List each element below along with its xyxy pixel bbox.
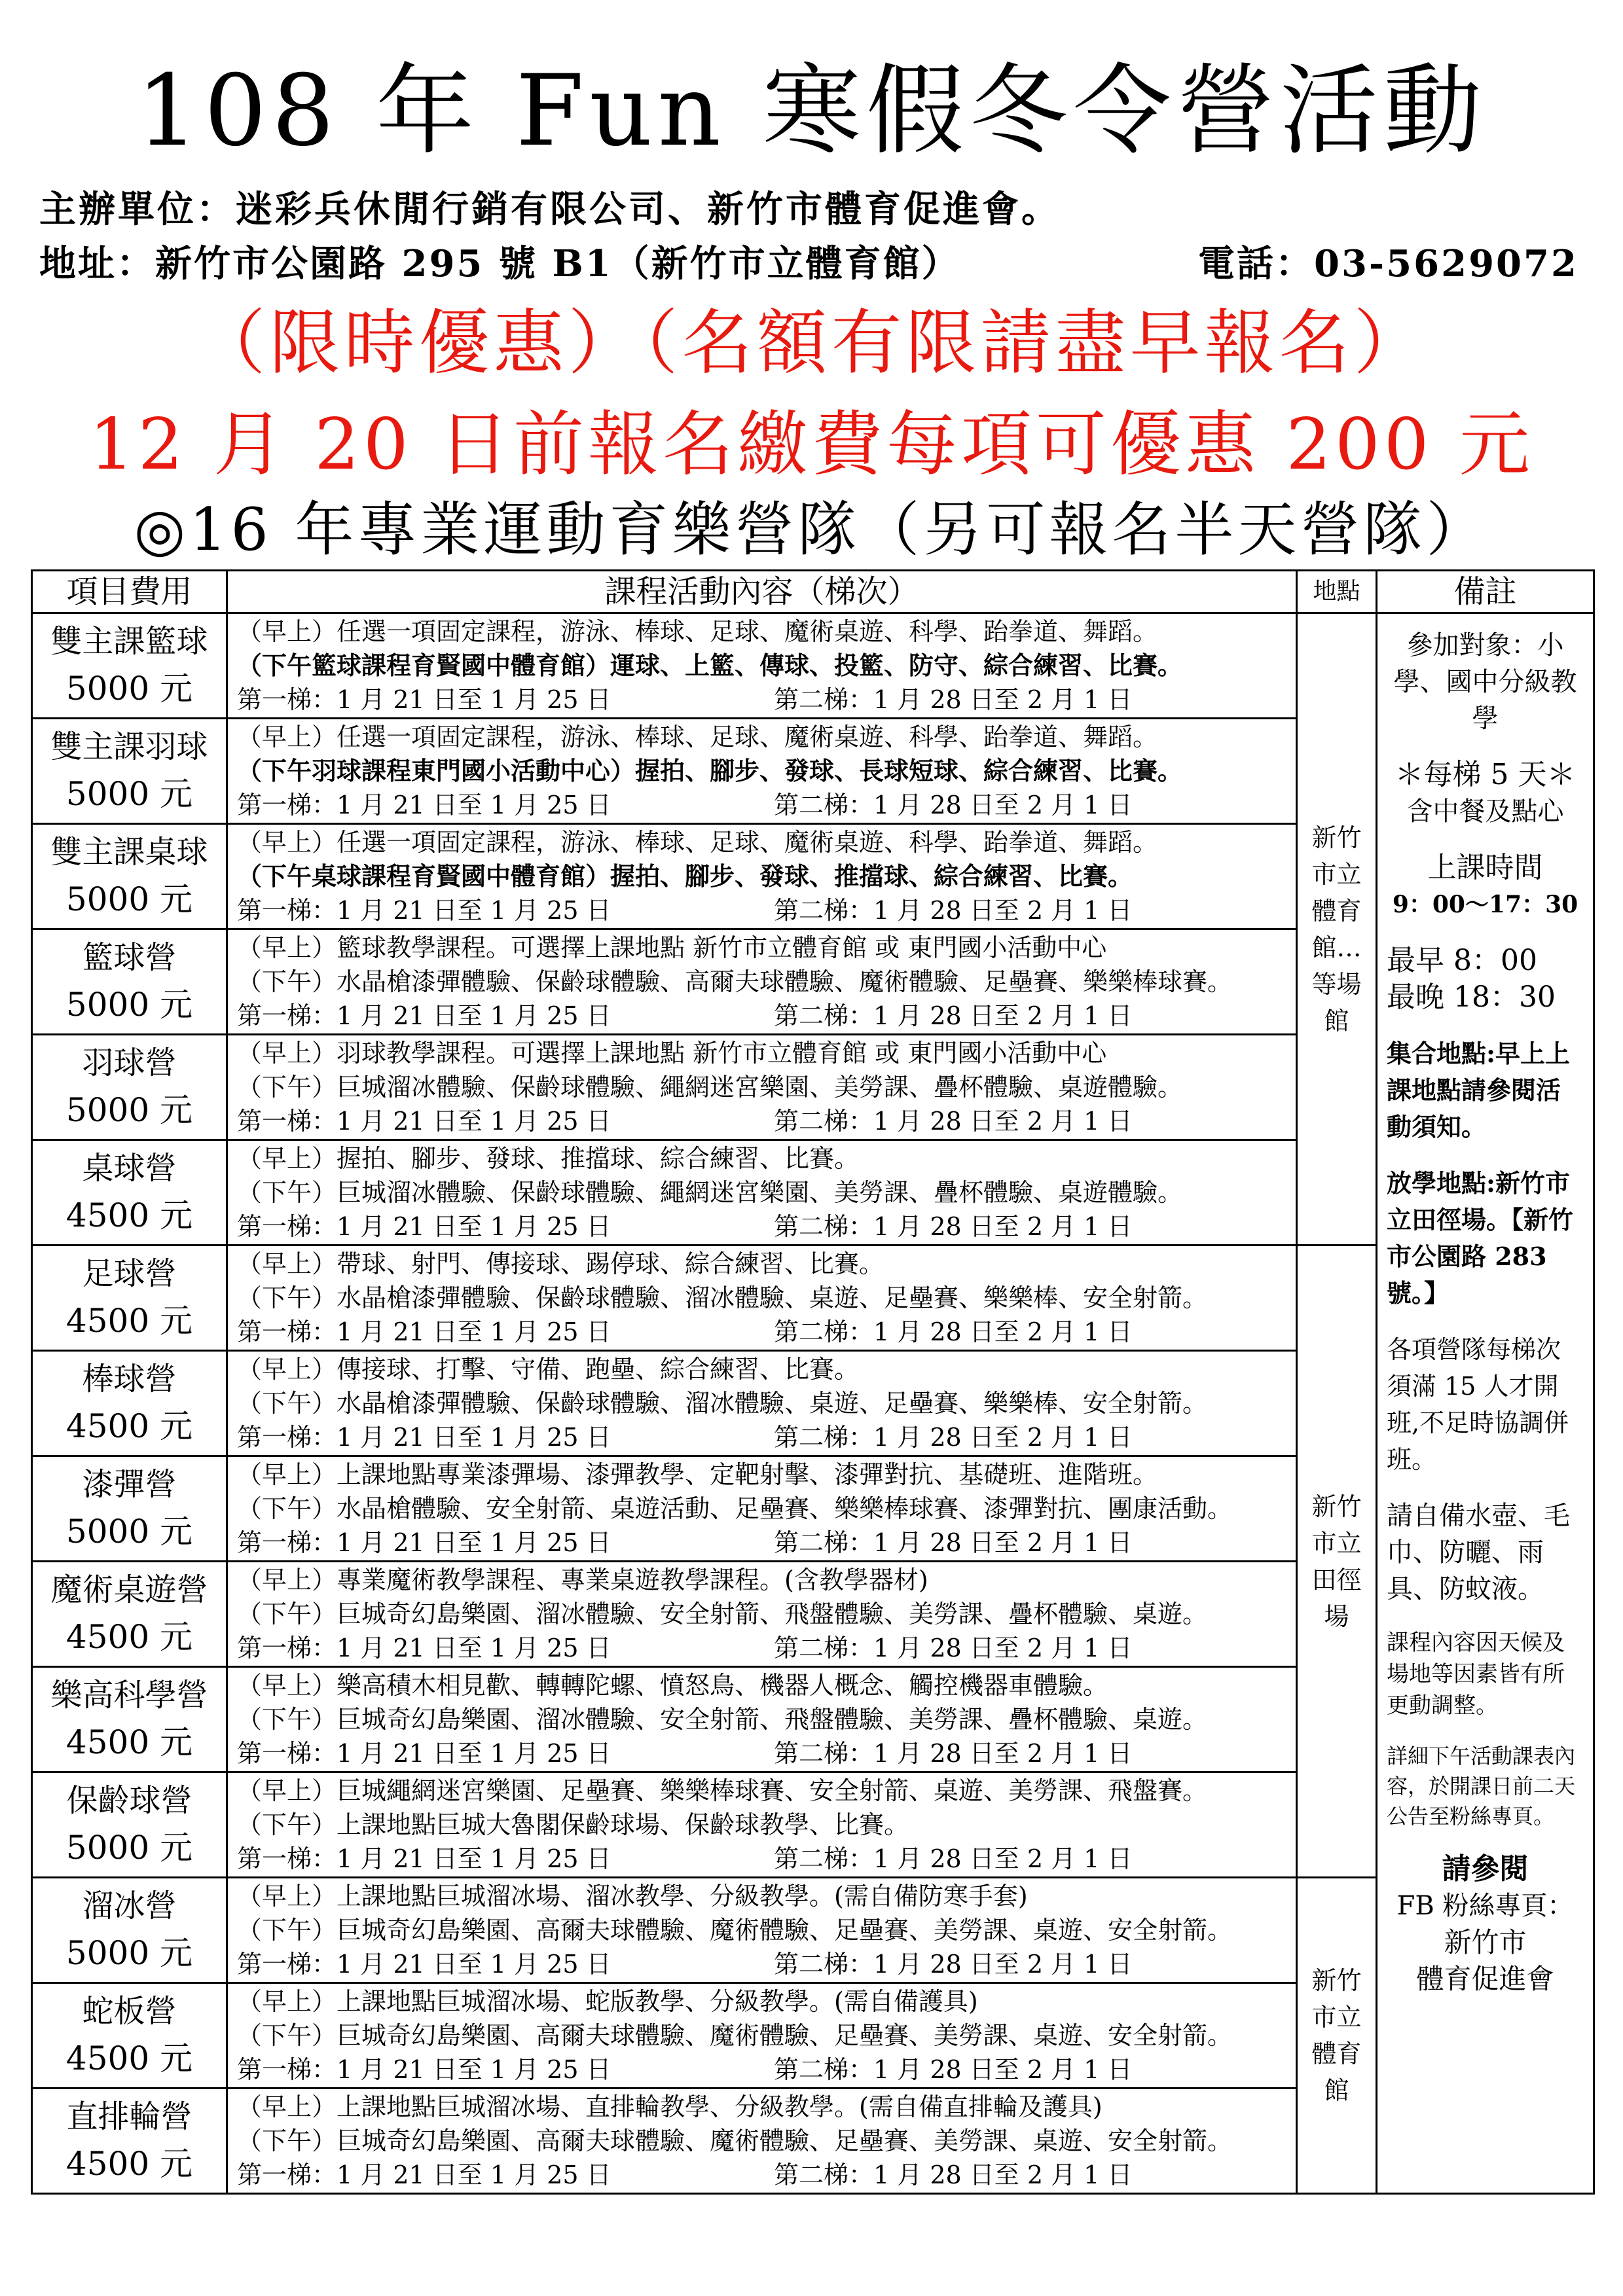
camp-content-cell bbox=[227, 929, 1297, 1035]
camp-price: 5000 元 bbox=[65, 670, 193, 708]
schedule-second: 第二梯：1 月 28 日至 2 月 1 日 bbox=[774, 1739, 1133, 1768]
camp-item-cell bbox=[32, 1035, 227, 1140]
morning-activity: （早上）上課地點巨城溜冰場、溜冰教學、分級教學。(需自備防寒手套) bbox=[237, 1882, 1028, 1910]
camp-table bbox=[31, 569, 1595, 2195]
camp-item-cell bbox=[32, 1140, 227, 1246]
schedule-second: 第二梯：1 月 28 日至 2 月 1 日 bbox=[774, 685, 1133, 714]
schedule-line bbox=[237, 1315, 1296, 1349]
camp-price: 5000 元 bbox=[65, 1829, 193, 1867]
col-header-item: 項目費用 bbox=[32, 571, 227, 613]
note-fb-name-2: 體育促進會 bbox=[1416, 1963, 1554, 1995]
schedule-line bbox=[237, 1631, 1296, 1665]
camp-price: 4500 元 bbox=[65, 1618, 193, 1656]
schedule-second: 第二梯：1 月 28 日至 2 月 1 日 bbox=[774, 1212, 1133, 1241]
schedule-first: 第一梯：1 月 21 日至 1 月 25 日 bbox=[237, 1107, 611, 1136]
schedule-line bbox=[237, 1210, 1296, 1244]
afternoon-activity: （下午）巨城奇幻島樂園、高爾夫球體驗、魔術體驗、足壘賽、美勞課、桌遊、安全射箭。 bbox=[237, 2021, 1233, 2050]
schedule-first: 第一梯：1 月 21 日至 1 月 25 日 bbox=[237, 2161, 611, 2189]
camp-name: 蛇板營 bbox=[82, 1993, 177, 2030]
afternoon-activity: （下午）水晶槍漆彈體驗、保齡球體驗、溜冰體驗、桌遊、足壘賽、樂樂棒、安全射箭。 bbox=[237, 1389, 1208, 1418]
morning-activity: （早上）巨城繩網迷宮樂園、足壘賽、樂樂棒球賽、安全射箭、桌遊、美勞課、飛盤賽。 bbox=[237, 1776, 1208, 1805]
camp-name: 漆彈營 bbox=[82, 1466, 177, 1503]
schedule-second: 第二梯：1 月 28 日至 2 月 1 日 bbox=[774, 1107, 1133, 1136]
address: 地址：新竹市公園路 295 號 B1（新竹市立體育館） bbox=[39, 242, 960, 285]
schedule-first: 第一梯：1 月 21 日至 1 月 25 日 bbox=[237, 1528, 611, 1557]
afternoon-activity: （下午）水晶槍體驗、安全射箭、桌遊活動、足壘賽、樂樂棒球賽、漆彈對抗、團康活動。 bbox=[237, 1494, 1233, 1523]
camp-content-cell bbox=[227, 1035, 1297, 1140]
camp-price: 5000 元 bbox=[65, 775, 193, 813]
schedule-second: 第二梯：1 月 28 日至 2 月 1 日 bbox=[774, 1318, 1133, 1346]
morning-activity: （早上）任選一項固定課程，游泳、棒球、足球、魔術桌遊、科學、跆拳道、舞蹈。 bbox=[237, 723, 1158, 751]
camp-content-cell bbox=[227, 1456, 1297, 1562]
camp-content-cell bbox=[227, 1562, 1297, 1667]
morning-activity: （早上）羽球教學課程。可選擇上課地點 新竹市立體育館 或 東門國小活動中心 bbox=[237, 1039, 1107, 1067]
note-fb-label: 請參閱 bbox=[1442, 1852, 1529, 1886]
camp-item-cell bbox=[32, 1351, 227, 1456]
camp-content-cell bbox=[227, 1351, 1297, 1456]
schedule-line bbox=[237, 2158, 1296, 2192]
schedule-second: 第二梯：1 月 28 日至 2 月 1 日 bbox=[774, 1001, 1133, 1030]
table-row bbox=[32, 1878, 1594, 1983]
camp-name: 雙主課羽球 bbox=[50, 728, 208, 765]
morning-activity: （早上）專業魔術教學課程、專業桌遊教學課程。(含教學器材) bbox=[237, 1566, 928, 1594]
camp-item-cell bbox=[32, 1772, 227, 1878]
phone: 電話：03-5629072 bbox=[1198, 242, 1578, 285]
camp-price: 4500 元 bbox=[65, 1407, 193, 1445]
schedule-second: 第二梯：1 月 28 日至 2 月 1 日 bbox=[774, 1844, 1133, 1873]
schedule-second: 第二梯：1 月 28 日至 2 月 1 日 bbox=[774, 791, 1133, 819]
schedule-first: 第一梯：1 月 21 日至 1 月 25 日 bbox=[237, 2055, 611, 2084]
note-fb-name-1: 新竹市 bbox=[1444, 1926, 1527, 1958]
morning-activity: （早上）樂高積木相見歡、轉轉陀螺、憤怒鳥、機器人概念、觸控機器車體驗。 bbox=[237, 1671, 1108, 1700]
camp-price: 4500 元 bbox=[65, 2145, 193, 2183]
schedule-line bbox=[237, 893, 1296, 927]
schedule-first: 第一梯：1 月 21 日至 1 月 25 日 bbox=[237, 1844, 611, 1873]
morning-activity: （早上）握拍、腳步、發球、推擋球、綜合練習、比賽。 bbox=[237, 1144, 860, 1173]
camp-item-cell bbox=[32, 613, 227, 719]
afternoon-activity: （下午）巨城溜冰體驗、保齡球體驗、繩網迷宮樂園、美勞課、疊杯體驗、桌遊體驗。 bbox=[237, 1073, 1183, 1102]
location-text: 新竹市立體育館…等場館 bbox=[1311, 823, 1362, 1035]
note-target: 參加對象：小學、國中分級教學 bbox=[1393, 630, 1577, 734]
camp-item-cell bbox=[32, 1667, 227, 1772]
camp-content-cell bbox=[227, 613, 1297, 719]
camp-content-cell bbox=[227, 1878, 1297, 1983]
camp-content-cell bbox=[227, 1246, 1297, 1351]
camp-content-cell bbox=[227, 1772, 1297, 1878]
col-header-location: 地點 bbox=[1297, 571, 1377, 613]
schedule-line bbox=[237, 1842, 1296, 1876]
camp-name: 樂高科學營 bbox=[50, 1677, 208, 1713]
schedule-line bbox=[237, 1947, 1296, 1981]
schedule-second: 第二梯：1 月 28 日至 2 月 1 日 bbox=[774, 1950, 1133, 1979]
afternoon-activity: （下午）巨城奇幻島樂園、高爾夫球體驗、魔術體驗、足壘賽、美勞課、桌遊、安全射箭。 bbox=[237, 1916, 1233, 1945]
notes-cell bbox=[1377, 613, 1594, 2194]
schedule-line bbox=[237, 1736, 1296, 1770]
camp-price: 5000 元 bbox=[65, 880, 193, 918]
schedule-second: 第二梯：1 月 28 日至 2 月 1 日 bbox=[774, 1423, 1133, 1452]
afternoon-activity: （下午羽球課程東門國小活動中心）握拍、腳步、發球、長球短球、綜合練習、比賽。 bbox=[237, 756, 1183, 785]
schedule-second: 第二梯：1 月 28 日至 2 月 1 日 bbox=[774, 896, 1133, 925]
camp-content-cell bbox=[227, 824, 1297, 929]
schedule-second: 第二梯：1 月 28 日至 2 月 1 日 bbox=[774, 1528, 1133, 1557]
subheading: ◎16 年專業運動育樂營隊（另可報名半天營隊） bbox=[134, 495, 1489, 564]
camp-price: 5000 元 bbox=[65, 1091, 193, 1129]
note-class-time-label: 上課時間 bbox=[1427, 851, 1543, 884]
organizer: 主辦單位：迷彩兵休閒行銷有限公司、新竹市體育促進會。 bbox=[39, 188, 1061, 231]
morning-activity: （早上）上課地點巨城溜冰場、直排輪教學、分級教學。(需自備直排輪及護具) bbox=[237, 2092, 1103, 2121]
morning-activity: （早上）籃球教學課程。可選擇上課地點 新竹市立體育館 或 東門國小活動中心 bbox=[237, 933, 1107, 962]
camp-item-cell bbox=[32, 2089, 227, 2194]
schedule-first: 第一梯：1 月 21 日至 1 月 25 日 bbox=[237, 1950, 611, 1979]
camp-price: 5000 元 bbox=[65, 1513, 193, 1551]
morning-activity: （早上）傳接球、打擊、守備、跑壘、綜合練習、比賽。 bbox=[237, 1355, 860, 1384]
promo-line-1: （限時優惠）（名額有限請盡早報名） bbox=[194, 302, 1429, 384]
camp-name: 棒球營 bbox=[82, 1361, 177, 1397]
camp-name: 桌球營 bbox=[82, 1150, 177, 1187]
camp-name: 溜冰營 bbox=[82, 1888, 177, 1924]
note-min-enroll: 各項營隊每梯次須滿 15 人才開班,不足時協調併班。 bbox=[1387, 1335, 1569, 1474]
afternoon-activity: （下午）巨城奇幻島樂園、高爾夫球體驗、魔術體驗、足壘賽、美勞課、桌遊、安全射箭。 bbox=[237, 2126, 1233, 2155]
morning-activity: （早上）帶球、射門、傳接球、踢停球、綜合練習、比賽。 bbox=[237, 1249, 884, 1278]
camp-content-cell bbox=[227, 1983, 1297, 2089]
schedule-line bbox=[237, 1104, 1296, 1138]
schedule-line bbox=[237, 788, 1296, 822]
note-class-time: 9：00～17：30 bbox=[1392, 891, 1578, 918]
col-header-notes: 備註 bbox=[1377, 571, 1594, 613]
camp-content-cell bbox=[227, 1140, 1297, 1246]
schedule-first: 第一梯：1 月 21 日至 1 月 25 日 bbox=[237, 1739, 611, 1768]
note-fb-page: FB 粉絲專頁： bbox=[1396, 1891, 1574, 1921]
camp-name: 雙主課籃球 bbox=[50, 623, 208, 660]
note-meeting: 集合地點:早上上課地點請參閱活動須知。 bbox=[1387, 1039, 1571, 1141]
camp-name: 羽球營 bbox=[82, 1045, 177, 1081]
camp-price: 4500 元 bbox=[65, 2039, 193, 2077]
schedule-first: 第一梯：1 月 21 日至 1 月 25 日 bbox=[237, 1212, 611, 1241]
schedule-second: 第二梯：1 月 28 日至 2 月 1 日 bbox=[774, 2161, 1133, 2189]
camp-name: 魔術桌遊營 bbox=[50, 1571, 208, 1608]
camp-price: 5000 元 bbox=[65, 1934, 193, 1972]
note-meal: 含中餐及點心 bbox=[1406, 797, 1564, 827]
col-header-content: 課程活動內容（梯次） bbox=[227, 571, 1297, 613]
morning-activity: （早上）任選一項固定課程，游泳、棒球、足球、魔術桌遊、科學、跆拳道、舞蹈。 bbox=[237, 617, 1158, 646]
location-cell bbox=[1297, 613, 1377, 1246]
note-dismissal: 放學地點:新竹市立田徑場。【新竹市公園路 283 號。】 bbox=[1387, 1168, 1574, 1308]
afternoon-activity: （下午）巨城奇幻島樂園、溜冰體驗、安全射箭、飛盤體驗、美勞課、疊杯體驗、桌遊。 bbox=[237, 1705, 1208, 1734]
afternoon-activity: （下午）巨城溜冰體驗、保齡球體驗、繩網迷宮樂園、美勞課、疊杯體驗、桌遊體驗。 bbox=[237, 1178, 1183, 1207]
table-header-row bbox=[32, 571, 1594, 613]
schedule-first: 第一梯：1 月 21 日至 1 月 25 日 bbox=[237, 1318, 611, 1346]
camp-content-cell bbox=[227, 719, 1297, 824]
schedule-line bbox=[237, 2053, 1296, 2087]
schedule-first: 第一梯：1 月 21 日至 1 月 25 日 bbox=[237, 896, 611, 925]
location-cell bbox=[1297, 1246, 1377, 1878]
camp-item-cell bbox=[32, 1246, 227, 1351]
page-title: 108 年 Fun 寒假冬令營活動 bbox=[136, 54, 1487, 168]
afternoon-activity: （下午）水晶槍漆彈體驗、保齡球體驗、溜冰體驗、桌遊、足壘賽、樂樂棒、安全射箭。 bbox=[237, 1283, 1208, 1312]
camp-price: 5000 元 bbox=[65, 986, 193, 1024]
location-text: 新竹市立田徑場 bbox=[1311, 1492, 1362, 1631]
location-cell bbox=[1297, 1878, 1377, 2194]
morning-activity: （早上）上課地點專業漆彈場、漆彈教學、定靶射擊、漆彈對抗、基礎班、進階班。 bbox=[237, 1460, 1158, 1489]
camp-item-cell bbox=[32, 1983, 227, 2089]
camp-name: 保齡球營 bbox=[66, 1782, 192, 1819]
camp-price: 4500 元 bbox=[65, 1723, 193, 1761]
schedule-line bbox=[237, 1526, 1296, 1560]
camp-name: 足球營 bbox=[82, 1255, 177, 1292]
camp-name: 籃球營 bbox=[82, 939, 177, 976]
note-latest: 最晚 18：30 bbox=[1387, 980, 1556, 1014]
note-earliest: 最早 8：00 bbox=[1387, 944, 1537, 977]
schedule-line bbox=[237, 999, 1296, 1033]
camp-item-cell bbox=[32, 1456, 227, 1562]
location-text: 新竹市立體育館 bbox=[1311, 1966, 1362, 2105]
camp-name: 雙主課桌球 bbox=[50, 834, 208, 870]
morning-activity: （早上）上課地點巨城溜冰場、蛇版教學、分級教學。(需自備護具) bbox=[237, 1987, 978, 2016]
note-bring: 請自備水壺、毛巾、防曬、雨具、防蚊液。 bbox=[1387, 1501, 1570, 1604]
camp-content-cell bbox=[227, 1667, 1297, 1772]
camp-item-cell bbox=[32, 824, 227, 929]
morning-activity: （早上）任選一項固定課程，游泳、棒球、足球、魔術桌遊、科學、跆拳道、舞蹈。 bbox=[237, 828, 1158, 857]
camp-item-cell bbox=[32, 1562, 227, 1667]
schedule-second: 第二梯：1 月 28 日至 2 月 1 日 bbox=[774, 1634, 1133, 1662]
camp-item-cell bbox=[32, 719, 227, 824]
camp-item-cell bbox=[32, 1878, 227, 1983]
table-row bbox=[32, 1246, 1594, 1351]
note-schedule-post: 詳細下午活動課表內容，於開課日前二天公告至粉絲專頁。 bbox=[1387, 1744, 1576, 1829]
afternoon-activity: （下午）上課地點巨城大魯閣保齡球場、保齡球教學、比賽。 bbox=[237, 1810, 909, 1839]
schedule-line bbox=[237, 1420, 1296, 1454]
afternoon-activity: （下午籃球課程育賢國中體育館）運球、上籃、傳球、投籃、防守、綜合練習、比賽。 bbox=[237, 651, 1183, 680]
afternoon-activity: （下午）巨城奇幻島樂園、溜冰體驗、安全射箭、飛盤體驗、美勞課、疊杯體驗、桌遊。 bbox=[237, 1600, 1208, 1628]
schedule-first: 第一梯：1 月 21 日至 1 月 25 日 bbox=[237, 791, 611, 819]
camp-content-cell bbox=[227, 2089, 1297, 2194]
schedule-second: 第二梯：1 月 28 日至 2 月 1 日 bbox=[774, 2055, 1133, 2084]
afternoon-activity: （下午）水晶槍漆彈體驗、保齡球體驗、高爾夫球體驗、魔術體驗、足壘賽、樂樂棒球賽。 bbox=[237, 967, 1233, 996]
camp-price: 4500 元 bbox=[65, 1196, 193, 1234]
camp-name: 直排輪營 bbox=[66, 2098, 192, 2135]
schedule-first: 第一梯：1 月 21 日至 1 月 25 日 bbox=[237, 1001, 611, 1030]
note-per-batch: ＊每梯 5 天＊ bbox=[1395, 758, 1576, 791]
schedule-first: 第一梯：1 月 21 日至 1 月 25 日 bbox=[237, 1634, 611, 1662]
camp-item-cell bbox=[32, 929, 227, 1035]
afternoon-activity: （下午桌球課程育賢國中體育館）握拍、腳步、發球、推擋球、綜合練習、比賽。 bbox=[237, 861, 1133, 891]
camp-price: 4500 元 bbox=[65, 1302, 193, 1340]
note-weather: 課程內容因天候及場地等因素皆有所更動調整。 bbox=[1387, 1630, 1565, 1719]
table-row bbox=[32, 613, 1594, 719]
promo-line-2: 12 月 20 日前報名繳費每項可優惠 200 元 bbox=[89, 404, 1534, 486]
schedule-first: 第一梯：1 月 21 日至 1 月 25 日 bbox=[237, 685, 611, 714]
schedule-line bbox=[237, 683, 1296, 717]
schedule-first: 第一梯：1 月 21 日至 1 月 25 日 bbox=[237, 1423, 611, 1452]
